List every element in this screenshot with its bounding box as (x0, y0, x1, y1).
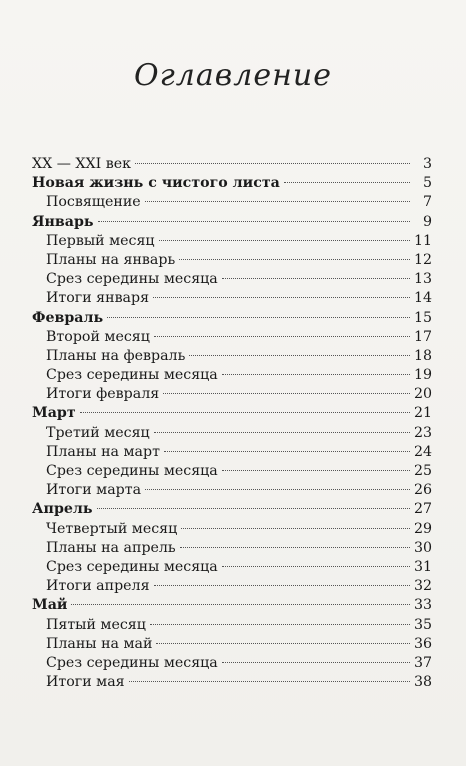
dot-leader (154, 432, 410, 433)
toc-entry (32, 193, 432, 212)
dot-leader (154, 336, 410, 337)
toc-entry-label: Итоги февраля (46, 386, 160, 403)
toc-page-number: 13 (413, 271, 432, 288)
page-title: Оглавление (134, 58, 332, 93)
dot-leader (164, 451, 410, 452)
toc-entry (32, 366, 432, 385)
toc-entry-label: Планы на апрель (46, 539, 176, 556)
dot-leader (222, 374, 410, 375)
toc-page-number: 32 (413, 578, 432, 595)
dot-leader (71, 604, 410, 605)
dot-leader (159, 240, 410, 241)
toc-page-number: 35 (413, 616, 432, 633)
toc-entry (32, 289, 432, 308)
dot-leader (181, 528, 410, 529)
toc-entry-label: Третий месяц (46, 424, 150, 441)
dot-leader (222, 278, 410, 279)
dot-leader (222, 470, 410, 471)
toc-page-number: 18 (413, 347, 432, 364)
toc-page-number: 15 (413, 309, 432, 326)
dot-leader (80, 412, 410, 413)
toc-page-number: 33 (413, 597, 432, 614)
toc-entry-label: Итоги мая (46, 674, 125, 691)
toc-page-number: 27 (413, 501, 432, 518)
toc-entry-label: Март (32, 405, 76, 422)
toc-section-entry (32, 213, 432, 232)
dot-leader (179, 259, 410, 260)
toc-entry (32, 481, 432, 500)
toc-entry (32, 347, 432, 366)
toc-entry-label: Новая жизнь с чистого листа (32, 175, 280, 192)
toc-page-number: 31 (413, 558, 432, 575)
dot-leader (180, 547, 410, 548)
dot-leader (145, 489, 410, 490)
dot-leader (154, 585, 410, 586)
toc-section-entry (32, 174, 432, 193)
dot-leader (153, 297, 410, 298)
toc-entry-label: Январь (32, 213, 94, 230)
toc-entry (32, 251, 432, 270)
toc-page-number: 20 (413, 386, 432, 403)
dot-leader (107, 317, 410, 318)
toc-entry-label: Посвящение (46, 194, 141, 211)
dot-leader (150, 624, 410, 625)
toc-entry-label: Срез середины месяца (46, 654, 218, 671)
toc-entry-label: Второй месяц (46, 328, 150, 345)
toc-entry (32, 616, 432, 635)
toc-section-entry (32, 500, 432, 519)
toc-entry-label: Планы на январь (46, 251, 176, 268)
toc-section-entry (32, 309, 432, 328)
toc-entry-label: Срез середины месяца (46, 271, 218, 288)
toc-entry-label: Итоги января (46, 290, 150, 307)
toc-entry (32, 232, 432, 251)
dot-leader (145, 201, 410, 202)
toc-page-number: 17 (413, 328, 432, 345)
toc-page-number: 30 (413, 539, 432, 556)
toc-entry-label: Планы на май (46, 635, 153, 652)
toc-page-number: 9 (422, 213, 432, 230)
toc-page-number: 21 (413, 405, 432, 422)
toc-entry (32, 558, 432, 577)
toc-entry (32, 577, 432, 596)
toc-page-number: 24 (413, 443, 432, 460)
dot-leader (156, 643, 409, 644)
toc-page-number: 5 (422, 175, 432, 192)
toc-entry (32, 673, 432, 692)
toc-page-number: 3 (422, 156, 432, 172)
toc-entry-label: Планы на февраль (46, 347, 186, 364)
toc-section-entry (32, 596, 432, 615)
toc-entry-label: Срез середины месяца (46, 558, 218, 575)
toc-entry (32, 520, 432, 539)
toc-entry-label: Февраль (32, 309, 104, 326)
toc-page-number: 26 (413, 482, 432, 499)
toc-entry-label: Четвертый месяц (46, 520, 178, 537)
toc-page-number: 19 (413, 367, 432, 384)
toc-page-number: 29 (413, 520, 432, 537)
dot-leader (135, 163, 410, 164)
toc-page-number: 37 (413, 654, 432, 671)
toc-entry-label: Срез середины месяца (46, 367, 218, 384)
toc-entry-label: Первый месяц (46, 232, 155, 249)
toc-entry-label: Пятый месяц (46, 616, 146, 633)
toc-entry-label: Срез середины месяца (46, 463, 218, 479)
toc-entry-label: Планы на март (46, 443, 160, 460)
toc-entry (32, 385, 432, 404)
toc-page-number: 12 (413, 251, 432, 268)
toc-entry (32, 539, 432, 558)
toc-page-number: 25 (413, 463, 432, 479)
toc-page-number: 14 (413, 290, 432, 307)
toc-page-number: 11 (413, 232, 432, 249)
toc-entry (32, 424, 432, 443)
dot-leader (284, 182, 410, 183)
toc-entry-label: Май (32, 597, 68, 614)
toc-entry-label: XX — XXI век (32, 156, 131, 172)
dot-leader (97, 508, 410, 509)
toc-page-number: 23 (413, 424, 432, 441)
toc-entry (32, 635, 432, 654)
toc-entry (32, 462, 432, 481)
toc-page-number: 7 (422, 194, 432, 211)
dot-leader (163, 393, 410, 394)
dot-leader (129, 681, 410, 682)
toc-entry-label: Апрель (32, 501, 93, 518)
toc-entry (32, 654, 432, 673)
toc-page-number: 38 (413, 674, 432, 691)
toc-entry-label: Итоги марта (46, 482, 142, 499)
dot-leader (189, 355, 410, 356)
toc-entry (32, 270, 432, 289)
dot-leader (222, 566, 410, 567)
toc-section-entry (32, 404, 432, 423)
toc-entry (32, 443, 432, 462)
dot-leader (222, 662, 410, 663)
toc-entry (32, 328, 432, 347)
table-of-contents (32, 155, 432, 692)
toc-page-number: 36 (413, 635, 432, 652)
toc-entry-label: Итоги апреля (46, 578, 150, 595)
dot-leader (98, 221, 411, 222)
toc-entry (32, 155, 432, 174)
